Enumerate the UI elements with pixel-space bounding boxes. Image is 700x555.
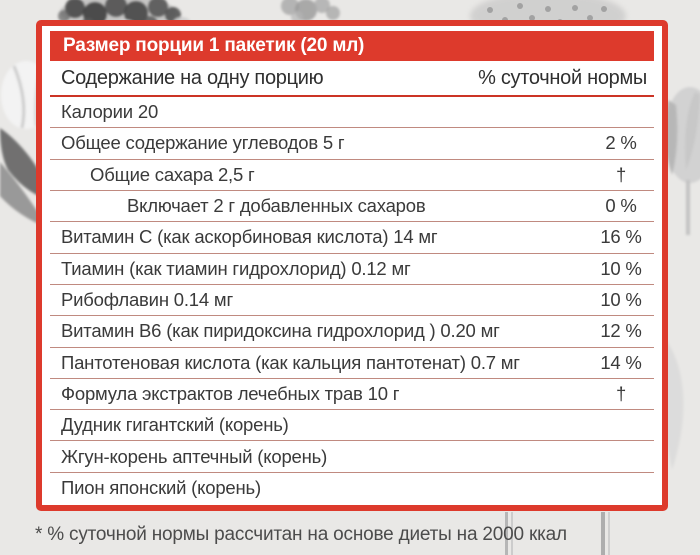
supplement-facts-panel — [36, 20, 668, 511]
row-label: Витамин C (как аскорбиновая кислота) 14 мг — [61, 226, 438, 248]
row-label: Дудник гигантский (корень) — [61, 414, 289, 436]
table-row — [50, 222, 654, 253]
row-daily-value: 12 % — [600, 320, 642, 342]
table-row — [50, 316, 654, 347]
row-label: Общие сахара 2,5 г — [90, 163, 255, 185]
row-daily-value: 16 % — [600, 226, 642, 248]
table-row — [50, 410, 654, 441]
table-row — [50, 97, 654, 128]
row-label: Рибофлавин 0.14 мг — [61, 289, 233, 311]
row-daily-value: 0 % — [605, 195, 637, 217]
table-row — [50, 379, 654, 410]
daily-value-footnote: * % суточной нормы рассчитан на основе диеты на 2000 ккал — [35, 524, 567, 545]
row-label: Пион японский (корень) — [61, 476, 261, 498]
table-row — [50, 441, 654, 472]
amount-column-header: Содержание на одну порцию — [61, 66, 324, 89]
table-row — [50, 191, 654, 222]
row-label: Жгун-корень аптечный (корень) — [61, 445, 328, 467]
row-daily-value: 14 % — [600, 351, 642, 373]
row-label: Тиамин (как тиамин гидрохлорид) 0.12 мг — [61, 257, 411, 279]
table-row — [50, 285, 654, 316]
table-row — [50, 348, 654, 379]
row-label: Пантотеновая кислота (как кальция пантотенат) 0.7 мг — [61, 351, 520, 373]
row-daily-value: † — [615, 382, 627, 404]
row-label: Включает 2 г добавленных сахаров — [127, 195, 426, 217]
facts-rows — [50, 97, 654, 503]
daily-value-column-header: % суточной нормы — [478, 66, 647, 89]
column-header-row — [50, 61, 654, 97]
row-label: Калории 20 — [61, 101, 159, 123]
row-daily-value: 10 % — [600, 257, 642, 279]
row-label: Витамин B6 (как пиридоксина гидрохлорид ) 0.20 мг — [61, 320, 500, 342]
table-row — [50, 160, 654, 191]
row-label: Общее содержание углеводов 5 г — [61, 132, 345, 154]
row-daily-value: 2 % — [605, 132, 637, 154]
serving-size-header: Размер порции 1 пакетик (20 мл) — [50, 31, 654, 61]
table-row — [50, 128, 654, 159]
row-daily-value: † — [615, 163, 627, 185]
table-row — [50, 473, 654, 503]
row-daily-value: 10 % — [600, 289, 642, 311]
row-label: Формула экстрактов лечебных трав 10 г — [61, 382, 400, 404]
table-row — [50, 254, 654, 285]
